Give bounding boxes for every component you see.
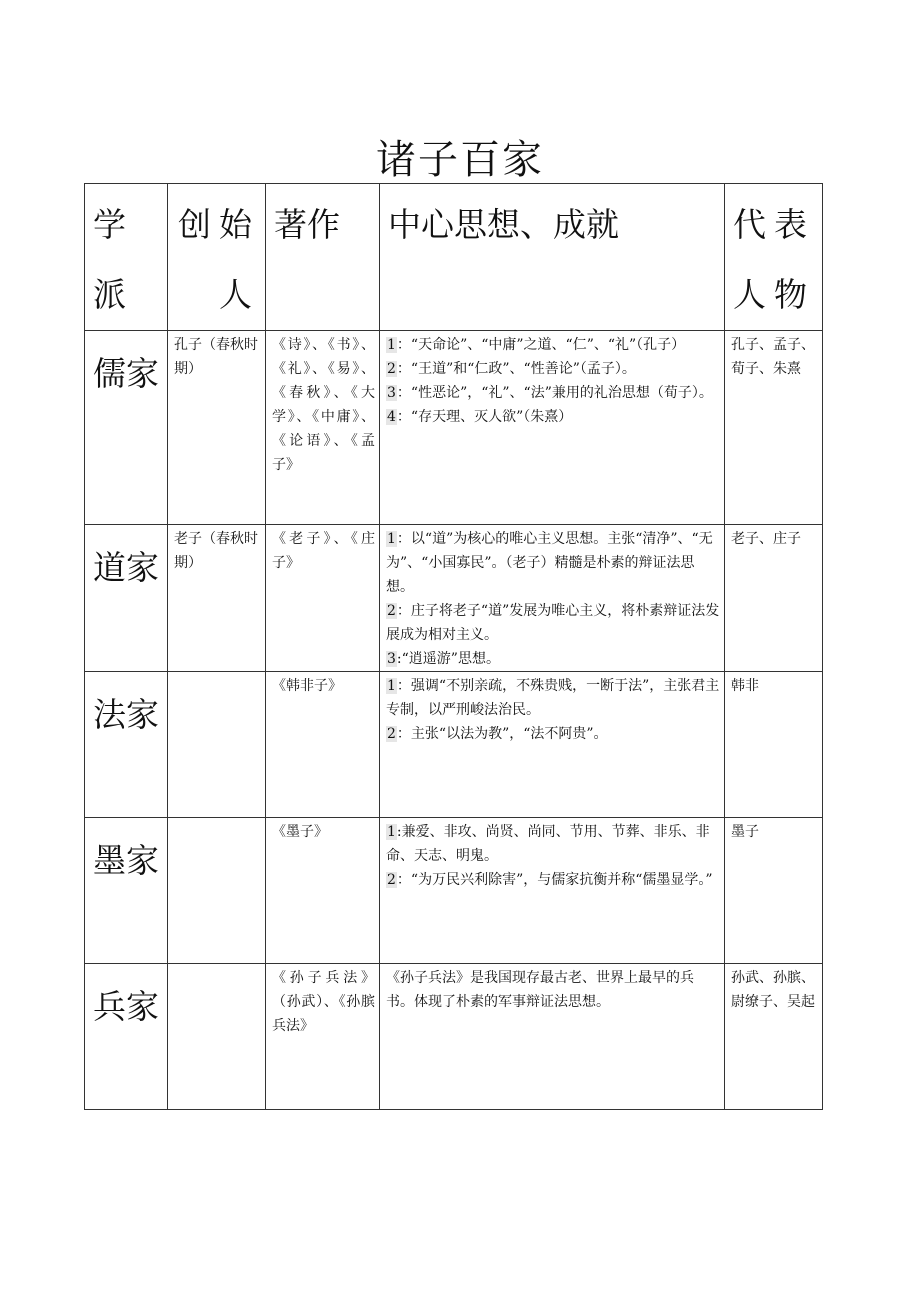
idea-num: 1 <box>387 824 396 840</box>
ideas-cell: 《孙子兵法》是我国现存最古老、世界上最早的兵书。体现了朴素的军事辩证法思想。 <box>380 964 725 1110</box>
figures-cell: 老子、庄子 <box>725 525 823 672</box>
table-row <box>85 525 823 672</box>
schools-table <box>84 183 823 1110</box>
header-works: 著作 <box>274 205 340 244</box>
school-name: 法家 <box>85 672 168 818</box>
idea-text: ：“天命论”、“中庸”之道、“仁”、“礼”（孔子） <box>396 337 686 353</box>
idea-num: 3 <box>387 385 396 401</box>
works-cell: 《墨子》 <box>266 818 380 964</box>
ideas-cell <box>380 672 725 818</box>
school-name: 墨家 <box>85 818 168 964</box>
idea-text: ：“存天理、灭人欲”（朱熹） <box>396 409 573 425</box>
school-name: 兵家 <box>85 964 168 1110</box>
ideas-cell <box>380 331 725 525</box>
header-ideas: 中心思想、成就 <box>388 205 619 244</box>
school-name: 道家 <box>85 525 168 672</box>
header-founder: 创始人 <box>178 205 260 314</box>
idea-text: ：“性恶论”，“礼”、“法”兼用的礼治思想（荀子）。 <box>396 385 713 401</box>
table-row <box>85 672 823 818</box>
works-cell: 《诗》、《书》、《礼》、《易》、《春秋》、《大学》、《中庸》、《论语》、《孟子》 <box>266 331 380 525</box>
idea-num: 3 <box>387 651 396 667</box>
table-row <box>85 331 823 525</box>
works-cell: 《韩非子》 <box>266 672 380 818</box>
idea-num: 1 <box>387 678 396 694</box>
ideas-cell <box>380 525 725 672</box>
idea-text: ：庄子将老子“道”发展为唯心主义，将朴素辩证法发展成为相对主义。 <box>386 603 720 643</box>
school-name: 儒家 <box>85 331 168 525</box>
table-row <box>85 818 823 964</box>
header-row <box>85 184 823 331</box>
idea-num: 2 <box>387 603 396 619</box>
idea-text: ：“为万民兴利除害”，与儒家抗衡并称“儒墨显学。” <box>396 872 713 888</box>
founder-cell: 孔子（春秋时期） <box>168 331 266 525</box>
idea-text: :兼爱、非攻、尚贤、尚同、节用、节葬、非乐、非命、天志、明鬼。 <box>386 824 710 864</box>
idea-num: 4 <box>387 409 396 425</box>
figures-cell: 墨子 <box>725 818 823 964</box>
idea-num: 1 <box>387 531 396 547</box>
founder-cell <box>168 672 266 818</box>
idea-text: ：强调“不别亲疏，不殊贵贱，一断于法”，主张君主专制，以严刑峻法治民。 <box>386 678 720 718</box>
founder-cell: 老子（春秋时期） <box>168 525 266 672</box>
idea-text: :“逍遥游”思想。 <box>396 651 500 667</box>
works-cell: 《老子》、《庄子》 <box>266 525 380 672</box>
idea-num: 1 <box>387 337 396 353</box>
ideas-cell <box>380 818 725 964</box>
table-row <box>85 964 823 1110</box>
figures-cell: 孙武、孙膑、尉缭子、吴起 <box>725 964 823 1110</box>
works-cell: 《孙子兵法》（孙武）、《孙膑兵法》 <box>266 964 380 1110</box>
idea-text: ：“王道”和“仁政”、“性善论”（孟子）。 <box>396 361 636 377</box>
founder-cell <box>168 818 266 964</box>
figures-cell: 韩非 <box>725 672 823 818</box>
idea-text: ：以“道”为核心的唯心主义思想。主张“清净”、“无为”、“小国寡民”。（老子）精髓是朴素的辩证法思想。 <box>386 531 713 595</box>
founder-cell <box>168 964 266 1110</box>
figures-cell: 孔子、孟子、荀子、朱熹 <box>725 331 823 525</box>
header-figures: 代表人物 <box>733 205 815 314</box>
header-school: 学派 <box>93 205 126 314</box>
idea-num: 2 <box>387 726 396 742</box>
idea-text: ：主张“以法为教”，“法不阿贵”。 <box>396 726 608 742</box>
idea-num: 2 <box>387 361 396 377</box>
idea-num: 2 <box>387 872 396 888</box>
page-title: 诸子百家 <box>376 137 544 183</box>
